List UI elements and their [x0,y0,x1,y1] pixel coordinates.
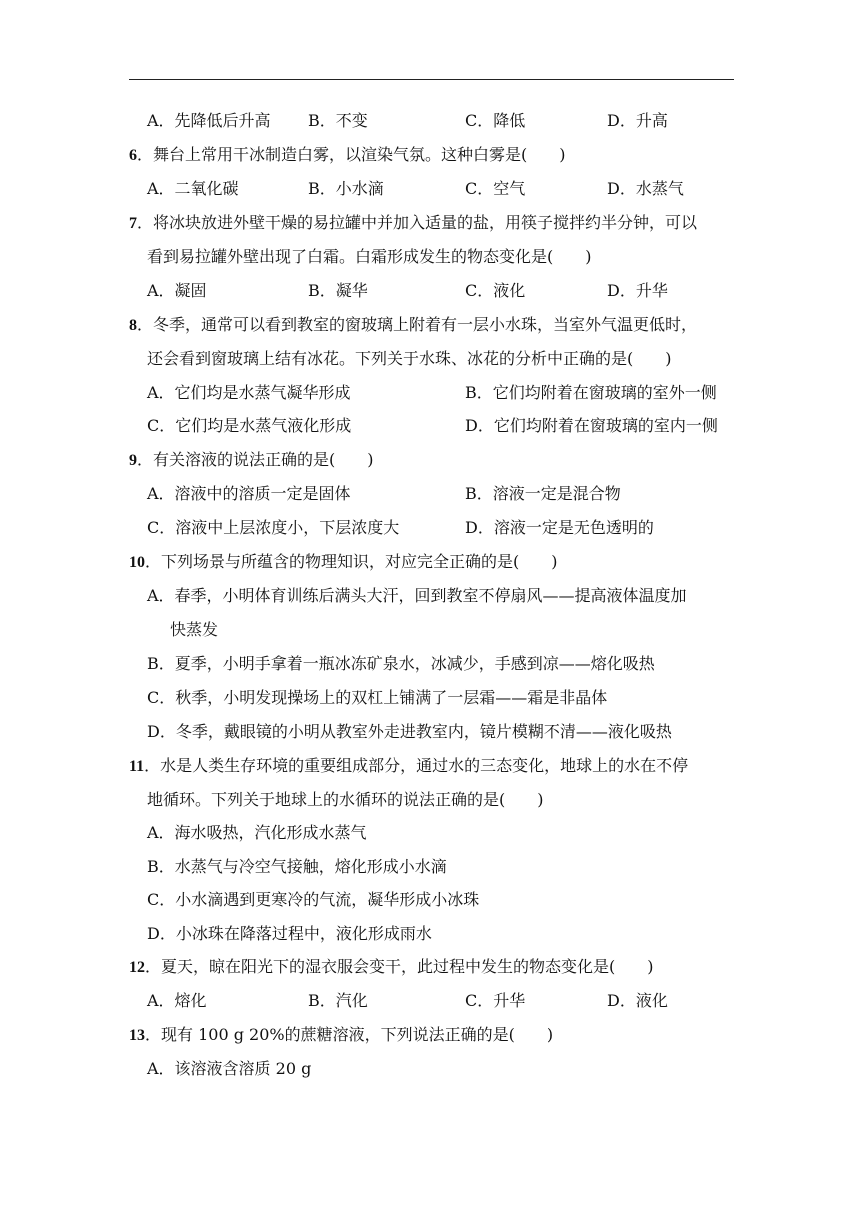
q7-option-d: D．升华 [607,281,668,300]
q10-option-c: C．秋季，小明发现操场上的双杠上铺满了一层霜——霜是非晶体 [147,688,608,707]
q9-option-c: C．溶液中上层浓度小，下层浓度大 [147,518,400,537]
q6-option-b: B．小水滴 [308,179,384,198]
question-number: 6 [129,147,137,164]
q6-option-a: A．二氧化碳 [147,179,239,198]
q9-option-b: B．溶液一定是混合物 [465,484,621,503]
q5-option-a: A．先降低后升高 [147,111,271,130]
question-stem: ．将冰块放进外壁干燥的易拉罐中并加入适量的盐，用筷子搅拌约半分钟，可以 [137,213,698,232]
question-stem: ．夏天，晾在阳光下的湿衣服会变干，此过程中发生的物态变化是( ) [145,957,654,976]
question-stem: ．冬季，通常可以看到教室的窗玻璃上附着有一层小水珠，当室外气温更低时， [137,315,698,334]
question-13 [129,1025,553,1046]
q12-option-c: C．升华 [465,991,526,1010]
question-number: 8 [129,317,137,334]
q10-option-a: A．春季，小明体育训练后满头大汗，回到教室不停扇风——提高液体温度加 [147,586,687,605]
q10-option-a-cont: 快蒸发 [170,620,219,639]
q7-option-b: B．凝华 [308,281,368,300]
q8-option-b: B．它们均附着在窗玻璃的室外一侧 [465,383,717,402]
header-rule [129,79,734,80]
question-7-stem-cont: 看到易拉罐外壁出现了白霜。白霜形成发生的物态变化是( ) [147,247,592,266]
q5-option-b: B．不变 [308,111,368,130]
question-stem: ．舞台上常用干冰制造白雾，以渲染气氛。这种白雾是( ) [137,145,566,164]
question-9 [129,450,374,471]
q11-option-a: A．海水吸热，汽化形成水蒸气 [147,823,367,842]
q5-option-d: D．升高 [607,111,668,130]
question-stem: ．现有 100 g 20%的蔗糖溶液，下列说法正确的是( ) [145,1025,554,1044]
q5-option-c: C．降低 [465,111,526,130]
q8-option-c: C．它们均是水蒸气液化形成 [147,416,352,435]
question-number: 12 [129,959,145,976]
q12-option-d: D．液化 [607,991,668,1010]
question-number: 7 [129,215,137,232]
question-number: 9 [129,452,137,469]
q12-option-a: A．熔化 [147,991,207,1010]
q12-option-b: B．汽化 [308,991,368,1010]
q9-option-a: A．溶液中的溶质一定是固体 [147,484,351,503]
q10-option-d: D．冬季，戴眼镜的小明从教室外走进教室内，镜片模糊不清——液化吸热 [147,722,672,741]
question-number: 10 [129,554,145,571]
q11-option-b: B．水蒸气与冷空气接触，熔化形成小水滴 [147,857,447,876]
q13-option-a: A．该溶液含溶质 20 g [147,1059,312,1078]
question-number: 11 [129,758,145,775]
q8-option-d: D．它们均附着在窗玻璃的室内一侧 [465,416,718,435]
question-number: 13 [129,1027,145,1044]
question-11-stem-cont: 地循环。下列关于地球上的水循环的说法正确的是( ) [147,790,544,809]
question-8 [129,315,697,336]
question-stem: ．水是人类生存环境的重要组成部分，通过水的三态变化，地球上的水在不停 [144,756,689,775]
q7-option-c: C．液化 [465,281,526,300]
question-stem: ．有关溶液的说法正确的是( ) [137,450,374,469]
q11-option-d: D．小冰珠在降落过程中，液化形成雨水 [147,924,432,943]
q10-option-b: B．夏季，小明手拿着一瓶冰冻矿泉水，冰减少，手感到凉——熔化吸热 [147,654,655,673]
question-8-stem-cont: 还会看到窗玻璃上结有冰花。下列关于水珠、冰花的分析中正确的是( ) [147,349,672,368]
q9-option-d: D．溶液一定是无色透明的 [465,518,654,537]
question-6 [129,145,566,166]
q11-option-c: C．小水滴遇到更寒冷的气流，凝华形成小冰珠 [147,890,480,909]
question-stem: ．下列场景与所蕴含的物理知识，对应完全正确的是( ) [145,552,558,571]
question-7 [129,213,697,234]
q7-option-a: A．凝固 [147,281,207,300]
q6-option-d: D．水蒸气 [607,179,684,198]
question-11 [129,756,688,777]
question-10 [129,552,558,573]
q8-option-a: A．它们均是水蒸气凝华形成 [147,383,351,402]
question-12 [129,957,654,978]
q6-option-c: C．空气 [465,179,526,198]
